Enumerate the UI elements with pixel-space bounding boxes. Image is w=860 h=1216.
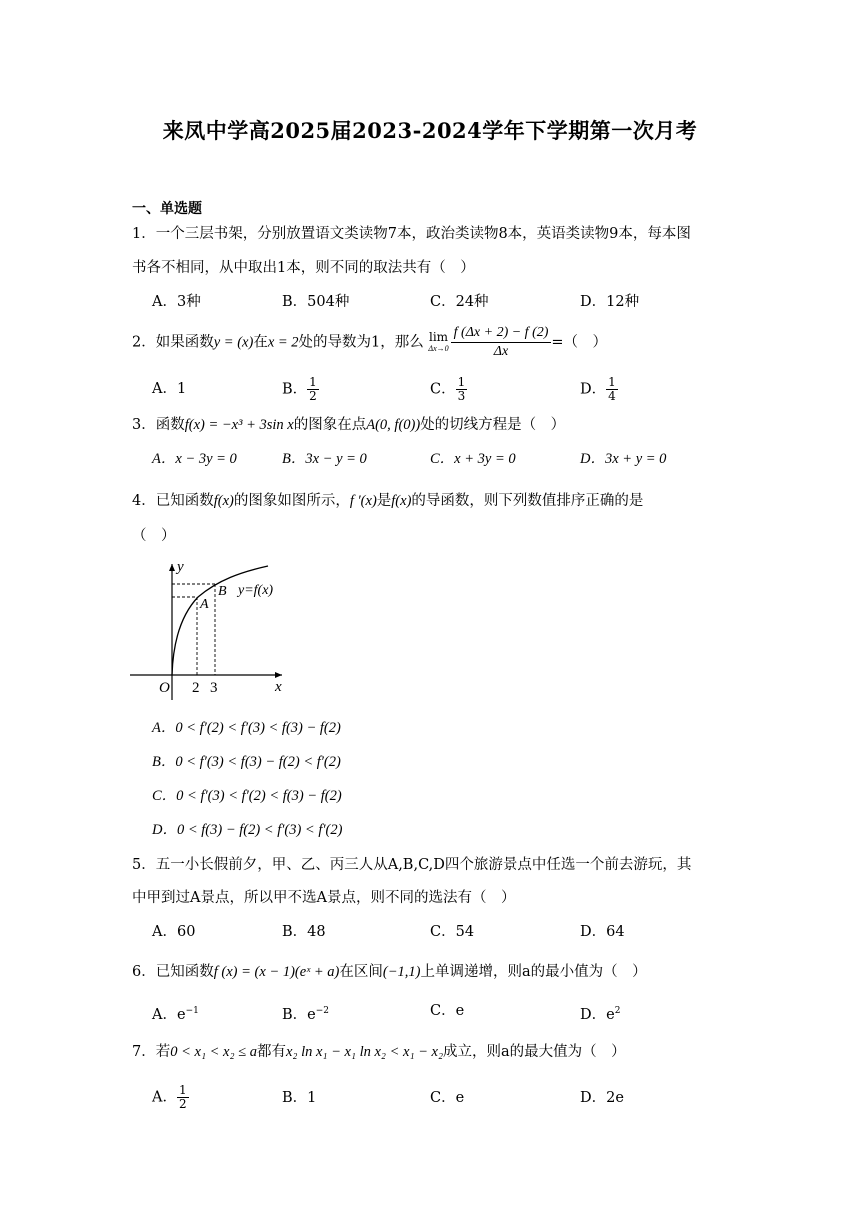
q3-point: A(0, f(0)) <box>366 417 421 433</box>
q6-option-b-base: B．e <box>282 1006 316 1023</box>
q5-options <box>152 922 752 942</box>
q5-line-1: 5．五一小长假前夕，甲、乙、丙三人从A,B,C,D四个旅游景点中任选一个前去游玩，其 <box>132 857 692 873</box>
q2-option-d-num: 1 <box>608 375 616 389</box>
exam-title: 来凤中学高2025届2023-2024学年下学期第一次月考 <box>162 118 698 143</box>
q4-fpx: f ′(x) <box>349 493 377 509</box>
q5-option-c[interactable]: C．54 <box>430 924 475 940</box>
q4-fx: f(x) <box>213 493 234 509</box>
q3-text-a: 3．函数 <box>132 417 185 433</box>
q2-option-d-label: D． <box>580 381 607 398</box>
q7-option-c[interactable]: C．e <box>430 1090 465 1106</box>
q6-option-a-base: A．e <box>152 1006 186 1023</box>
q6-interval: (−1,1) <box>382 964 421 980</box>
q6-options <box>152 1001 752 1021</box>
q2-text-a: 2．如果函数 <box>132 334 214 351</box>
q2-option-a[interactable]: A．1 <box>152 381 187 397</box>
q2-option-b-fraction <box>307 376 319 403</box>
point-a-label: A <box>200 597 209 612</box>
q1-option-c[interactable]: C．24种 <box>430 294 489 310</box>
q3-option-b[interactable]: B．3x − y = 0 <box>282 451 367 467</box>
q7-option-b[interactable]: B．1 <box>282 1090 317 1106</box>
q1-line-1: 1．一个三层书架，分别放置语文类读物7本，政治类读物8本，英语类读物9本，每本图 <box>132 226 691 242</box>
q3-stem <box>132 415 565 435</box>
q7-option-a-den: 2 <box>178 1097 187 1111</box>
q3-options <box>152 449 752 469</box>
q2-lim-word: lim <box>428 329 449 344</box>
q4-text-d: 的导函数，则下列数值排序正确的是 <box>411 493 644 509</box>
q6-text-c: 上单调递增，则a的最小值为（ ） <box>420 964 647 980</box>
q6-option-d-base: D．e <box>580 1006 615 1023</box>
q1-options <box>152 292 752 312</box>
q6-option-b[interactable] <box>282 1001 329 1025</box>
q3-option-a[interactable]: A．x − 3y = 0 <box>152 451 237 467</box>
q6-expr: f (x) = (x − 1)(eˣ + a) <box>213 964 340 980</box>
q7-condition: 0 < x₁ < x₂ ≤ a <box>170 1044 257 1060</box>
q4-option-d[interactable]: D．0 < f(3) − f(2) < f′(3) < f′(2) <box>152 822 343 838</box>
q7-text-a: 7．若 <box>132 1044 171 1060</box>
q5-line-2: 中甲到过A景点，所以甲不选A景点，则不同的选法有（ ） <box>132 890 516 906</box>
q7-option-a[interactable] <box>152 1084 189 1111</box>
q2-text-c: 处的导数为1，那么 <box>298 334 424 351</box>
q1-option-a[interactable]: A．3种 <box>152 294 201 310</box>
q3-expr: f(x) = −x³ + 3sin x <box>184 417 294 433</box>
q4-text-b: 的图象如图所示， <box>233 493 350 509</box>
q2-option-b-label: B． <box>282 381 308 398</box>
q3-option-c[interactable]: C．x + 3y = 0 <box>430 451 516 467</box>
q7-option-a-fraction <box>177 1084 189 1111</box>
q4-option-a[interactable]: A．0 < f′(2) < f′(3) < f(3) − f(2) <box>152 720 341 736</box>
q4-line-2: （ ） <box>132 528 176 544</box>
q4-fx2: f(x) <box>391 493 412 509</box>
q4-stem <box>132 491 643 511</box>
q3-text-c: 处的切线方程是（ ） <box>420 417 566 433</box>
q6-option-d[interactable] <box>580 1001 620 1025</box>
q7-text-c: 成立，则a的最大值为（ ） <box>443 1044 626 1060</box>
origin-label: O <box>159 680 170 696</box>
q7-option-a-label: A． <box>152 1089 177 1106</box>
q2-option-c[interactable] <box>430 376 467 403</box>
q6-stem <box>132 962 647 982</box>
tick-label-2: 2 <box>192 680 200 696</box>
q6-option-a-exponent: −1 <box>185 1006 199 1016</box>
q2-options <box>152 376 752 402</box>
q5-option-b[interactable]: B．48 <box>282 924 326 940</box>
q2-text-d: =（ ） <box>551 334 608 351</box>
q2-text-b: 在 <box>253 334 268 351</box>
q2-lim-sub: Δx→0 <box>428 343 449 353</box>
q2-option-d-fraction <box>606 376 618 403</box>
q2-option-d-den: 4 <box>608 389 616 403</box>
q7-inequality: x₂ ln x₁ − x₁ ln x₂ < x₁ − x₂ <box>285 1044 443 1060</box>
q2-expr-y: y = (x) <box>213 334 254 351</box>
q6-option-b-exponent: −2 <box>315 1006 330 1016</box>
section-heading: 一、单选题 <box>132 201 202 217</box>
q7-stem <box>132 1042 626 1062</box>
q6-option-a[interactable] <box>152 1001 199 1025</box>
q2-limit-fraction <box>451 324 552 361</box>
q2-option-c-label: C． <box>430 381 456 398</box>
q4-text-a: 4．已知函数 <box>132 493 214 509</box>
q1-line-2: 书各不相同，从中取出1本，则不同的取法共有（ ） <box>132 260 475 276</box>
q2-expr-x: x = 2 <box>267 334 299 351</box>
q2-stem <box>132 324 607 361</box>
q6-option-c[interactable]: C．e <box>430 1003 465 1019</box>
q3-option-d[interactable]: D．3x + y = 0 <box>580 451 667 467</box>
q2-lim-denominator: Δx <box>493 344 509 359</box>
q7-text-b: 都有 <box>256 1044 286 1060</box>
q2-option-c-den: 3 <box>457 389 466 403</box>
q7-option-d[interactable]: D．2e <box>580 1090 624 1106</box>
q2-option-b[interactable] <box>282 376 319 403</box>
q7-options <box>152 1084 752 1112</box>
q4-function-graph <box>126 554 294 704</box>
q2-lim-numerator: f (Δx + 2) − f (2) <box>451 324 552 343</box>
q2-option-b-den: 2 <box>309 389 317 403</box>
q3-text-b: 的图象在点 <box>293 417 367 433</box>
point-b-label: B <box>218 584 227 599</box>
q2-limit <box>428 331 448 355</box>
curve-label: y=f(x) <box>238 583 274 598</box>
y-axis-label: y <box>177 559 184 575</box>
q6-text-a: 6．已知函数 <box>132 964 214 980</box>
q2-option-b-num: 1 <box>309 375 317 389</box>
q2-option-c-fraction <box>456 376 468 403</box>
q4-text-c: 是 <box>376 493 392 509</box>
q6-text-b: 在区间 <box>339 964 383 980</box>
q2-option-d[interactable] <box>580 376 618 403</box>
tick-label-3: 3 <box>210 680 218 696</box>
q1-option-d[interactable]: D．12种 <box>580 294 640 310</box>
q4-option-c[interactable]: C．0 < f′(3) < f′(2) < f(3) − f(2) <box>152 788 342 804</box>
q5-option-a[interactable]: A．60 <box>152 924 196 940</box>
x-axis-label: x <box>275 679 282 695</box>
q1-option-b[interactable]: B．504种 <box>282 294 350 310</box>
q5-option-d[interactable]: D．64 <box>580 924 625 940</box>
q6-option-d-exponent: 2 <box>614 1006 621 1016</box>
q4-option-b[interactable]: B．0 < f′(3) < f(3) − f(2) < f′(2) <box>152 754 341 770</box>
q2-option-c-num: 1 <box>457 375 466 389</box>
q7-option-a-num: 1 <box>178 1083 187 1097</box>
